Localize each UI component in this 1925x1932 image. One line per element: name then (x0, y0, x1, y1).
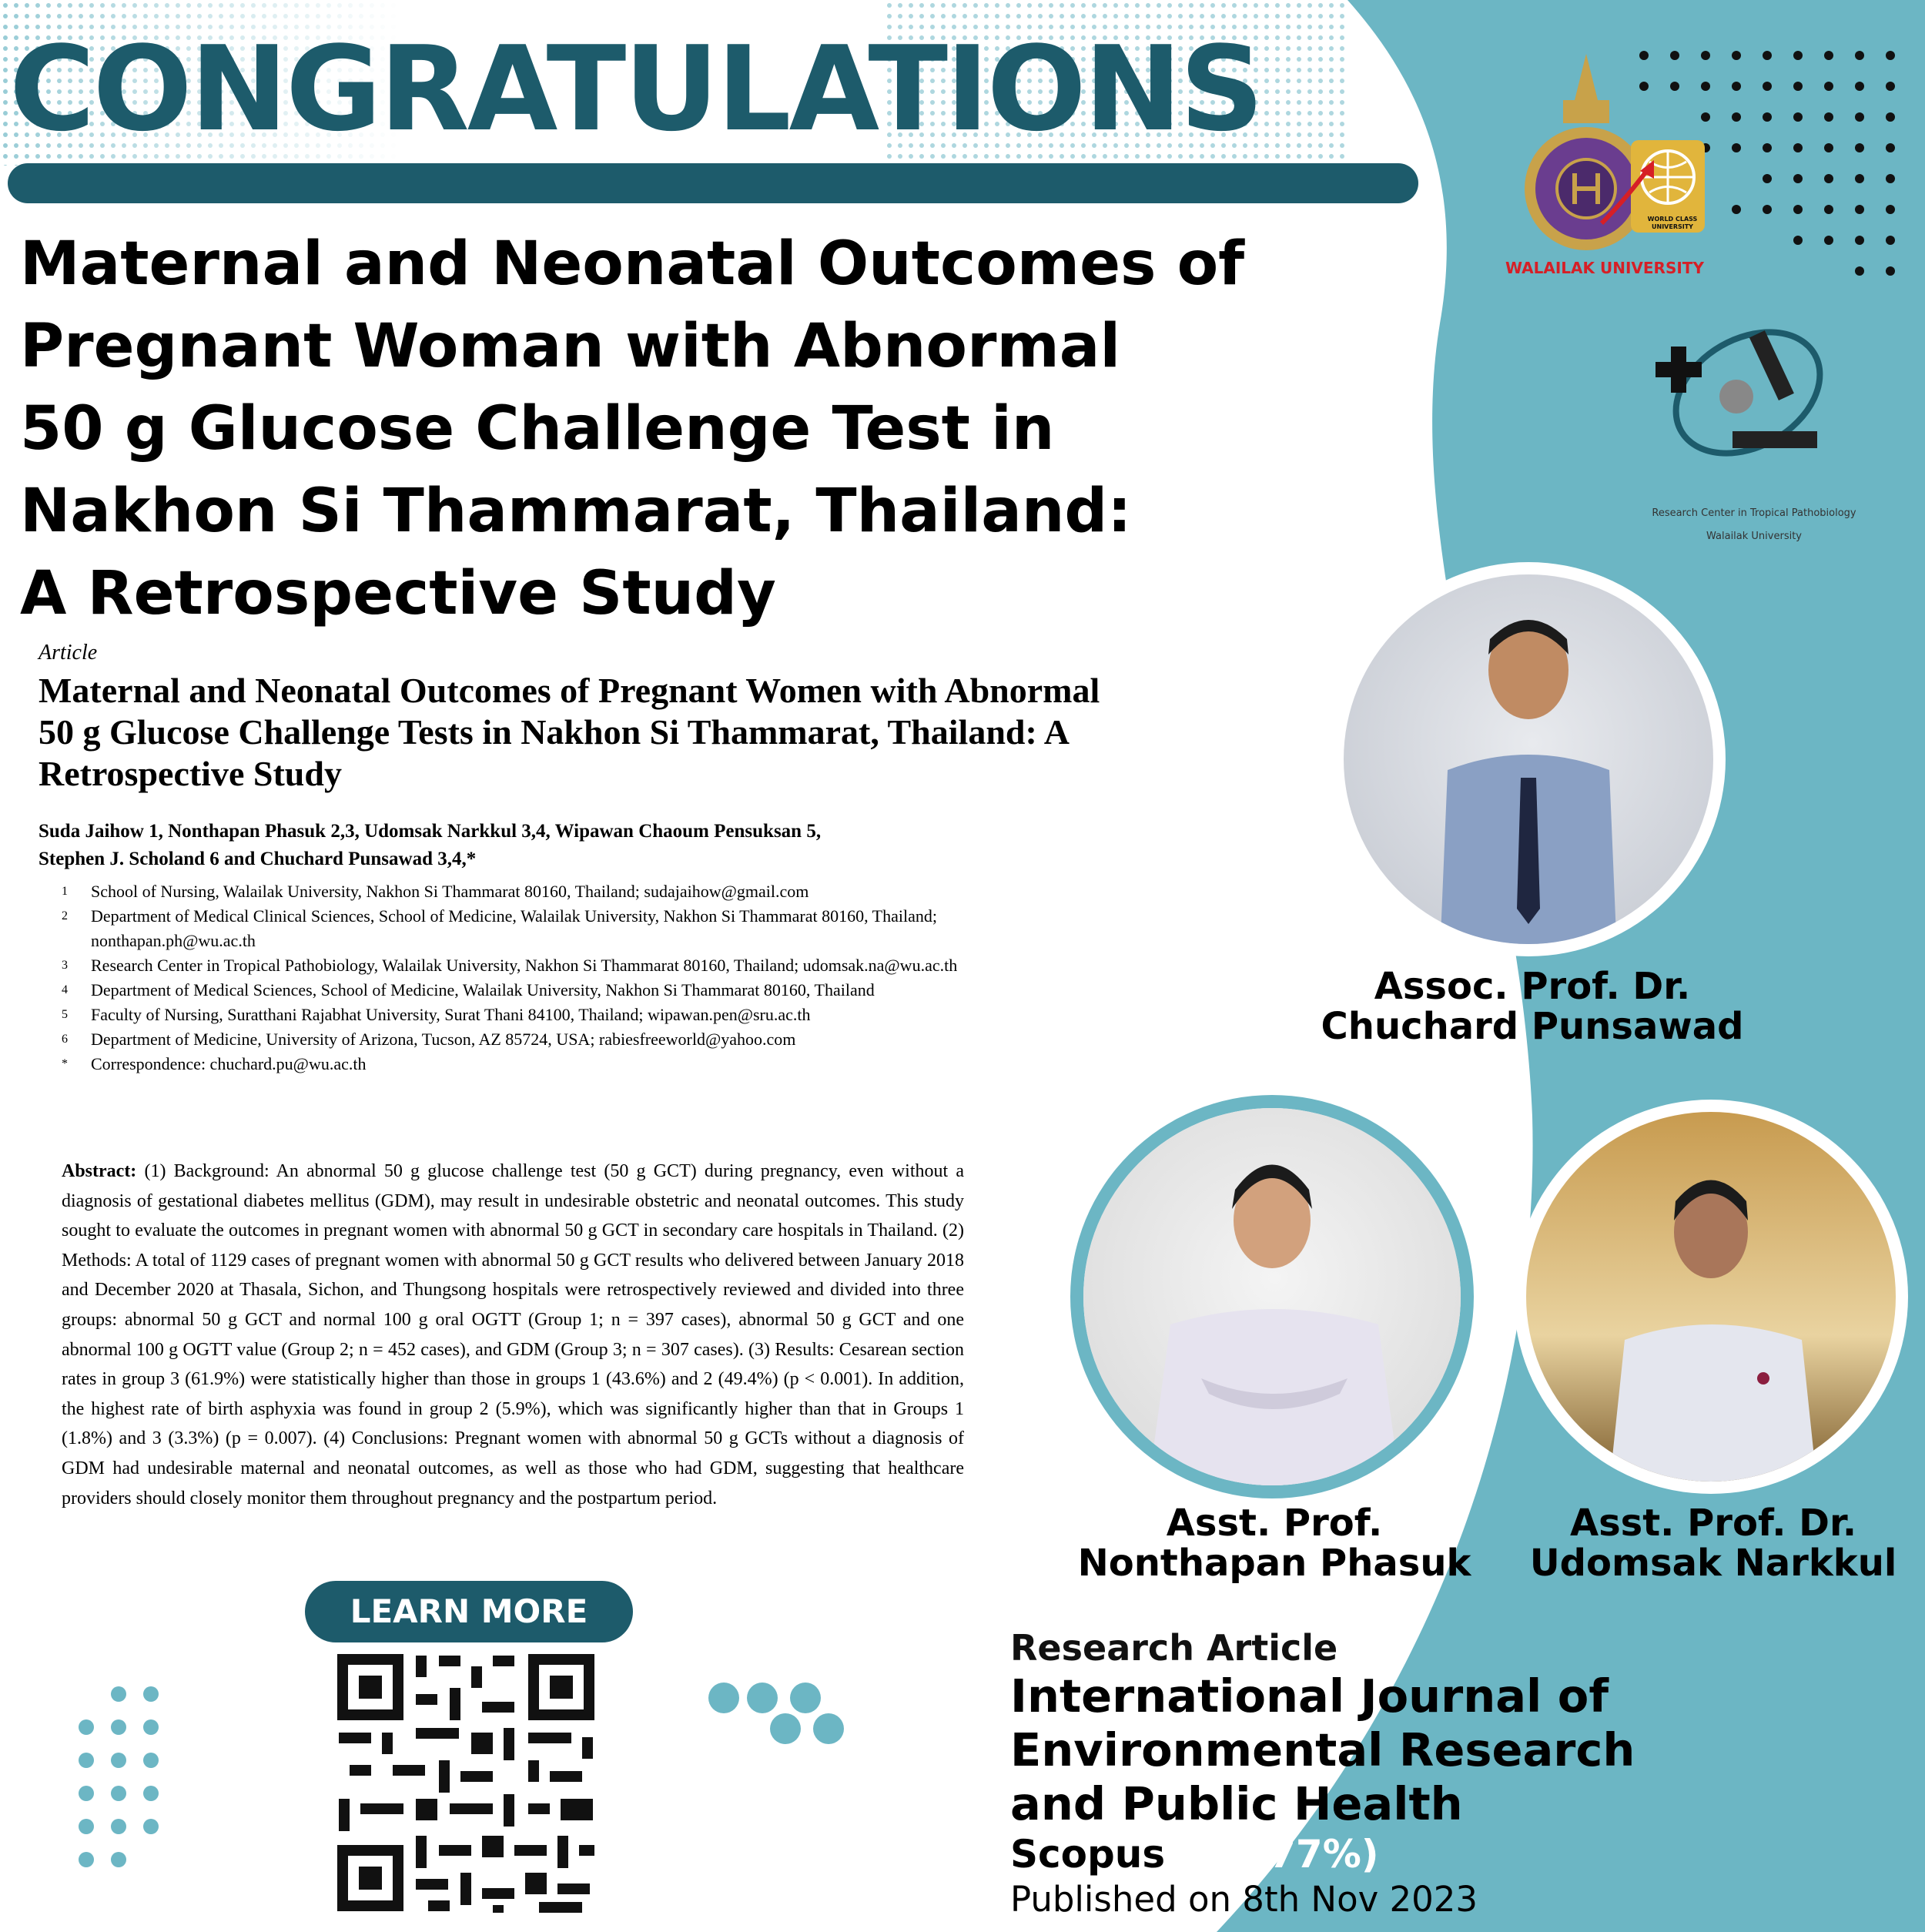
affiliation-item: 1 School of Nursing, Walailak University, Nakhon Si Thammarat 80160, Thailand; sudajaihow@gmail.com (62, 882, 809, 901)
published-date: Published on 8th Nov 2023 (1010, 1879, 1478, 1920)
header-bar (8, 163, 1418, 203)
paper-excerpt (38, 641, 1101, 1076)
authors-line: Suda Jaihow 1, Nonthapan Phasuk 2,3, Udomsak Narkkul 3,4, Wipawan Chaoum Pensuksan 5, (38, 821, 822, 842)
affiliation-item: 6 Department of Medicine, University of Arizona, Tucson, AZ 85724, USA; rabiesfreeworld@yahoo.com (62, 1030, 796, 1049)
paper-authors (38, 818, 1101, 873)
research-center-label (1639, 502, 1870, 548)
title-line: Nakhon Si Thammarat, Thailand: (20, 477, 1132, 546)
affiliations-list (38, 879, 1101, 1076)
paper-title: Maternal and Neonatal Outcomes of Pregnant Women with Abnormal 50 g Glucose Challenge Tests in Nakhon Si Thammarat, Thailand: A Retrospective Study (38, 671, 1100, 793)
paper-type: Article (38, 641, 98, 665)
headline-congratulations: CONGRATULATIONS (9, 21, 1262, 157)
poster-title (20, 223, 1314, 635)
affiliation-item: 4 Department of Medical Sciences, School of Medicine, Walailak University, Nakhon Si Thammarat 80160, Thailand (62, 980, 875, 999)
person-name-chuchard: Assoc. Prof. Dr. Chuchard Punsawad (1321, 965, 1744, 1048)
person-photo-chuchard (1331, 562, 1726, 956)
title-line: A Retrospective Study (20, 559, 776, 628)
scopus-quartile: Q1 (77%) (1178, 1832, 1379, 1877)
person-photo-udomsak (1514, 1100, 1908, 1494)
title-line: Pregnant Woman with Abnormal (20, 312, 1121, 381)
article-type: Research Article (1010, 1627, 1338, 1669)
title-line: 50 g Glucose Challenge Test in (20, 394, 1055, 464)
abstract-text: (1) Background: An abnormal 50 g glucose challenge test (50 g GCT) during pregnancy, even without a diagnosis of gestational diabetes mellitus (GDM), may result in undesirable obstetric and neonatal outcomes. This study sought to evaluate the outcomes in pregnant women with abnormal 50 g GCT in secondary care hospitals in Thailand. (2) Methods: A total of 1129 cases of pregnant women with abnormal 50 g GCT results who delivered between January 2018 and December 2020 at Thasala, Sichon, and Thungsong hospitals were retrospectively reviewed and divided into three groups: abnormal 50 g GCT and normal 100 g oral OGTT (Group 1; n = 397 cases), abnormal 50 g GCT and one abnormal 100 g OGTT value (Group 2; n = 452 cases), and GDM (Group 3; n = 307 cases). (3) Results: Cesarean section rates in group 3 (61.9%) were statistically higher than those in groups 1 (43.6%) and 2 (49.4%) (p < 0.001). In addition, the highest rate of birth asphyxia was found in group 2 (5.9%), which was significantly higher than that in Groups 1 (1.8%) and 3 (3.3%) (p = 0.007). (4) Conclusions: Pregnant women with abnormal 50 g GCTs without a diagnosis of GDM had undesirable maternal and neonatal outcomes, as well as those who had GDM, suggesting that healthcare providers should closely monitor them throughout pregnancy and the postpartum period. (62, 1161, 964, 1508)
research-center-name: Research Center in Tropical Pathobiology (1652, 507, 1856, 519)
person-name-udomsak: Asst. Prof. Dr. Udomsak Narkkul (1529, 1502, 1897, 1585)
paper-abstract (62, 1157, 964, 1513)
learn-more-button[interactable]: LEARN MORE (305, 1581, 633, 1642)
person-name-nonthapan: Asst. Prof. Nonthapan Phasuk (1077, 1502, 1471, 1585)
authors-line: Stephen J. Scholand 6 and Chuchard Punsawad 3,4,* (38, 849, 477, 869)
journal-info (1010, 1626, 1635, 1922)
research-center-sub: Walailak University (1706, 531, 1802, 542)
title-line: Maternal and Neonatal Outcomes of (20, 229, 1245, 299)
journal-name: International Journal of Environmental Research and Public Health (1010, 1669, 1635, 1830)
affiliation-item: 2 Department of Medical Clinical Sciences, School of Medicine, Walailak University, Nakhon Si Thammarat 80160, Thailand; nonthapan.ph@wu.ac.th (62, 906, 937, 950)
affiliation-item: 3 Research Center in Tropical Pathobiology, Walailak University, Nakhon Si Thammarat 80160, Thailand; udomsak.na@wu.ac.th (62, 956, 958, 975)
world-class-label: WORLD CLASS UNIVERSITY (1647, 216, 1698, 230)
scopus-rank: Scopus Q1 (77%) (1010, 1832, 1379, 1877)
university-label: WALAILAK UNIVERSITY (1505, 259, 1704, 277)
affiliation-item: * Correspondence: chuchard.pu@wu.ac.th (62, 1054, 367, 1073)
person-photo-nonthapan (1070, 1095, 1474, 1498)
abstract-label: Abstract: (62, 1161, 137, 1181)
affiliation-item: 5 Faculty of Nursing, Suratthani Rajabhat University, Surat Thani 84100, Thailand; wipawan.pen@sru.ac.th (62, 1005, 811, 1024)
qr-code (331, 1648, 601, 1917)
